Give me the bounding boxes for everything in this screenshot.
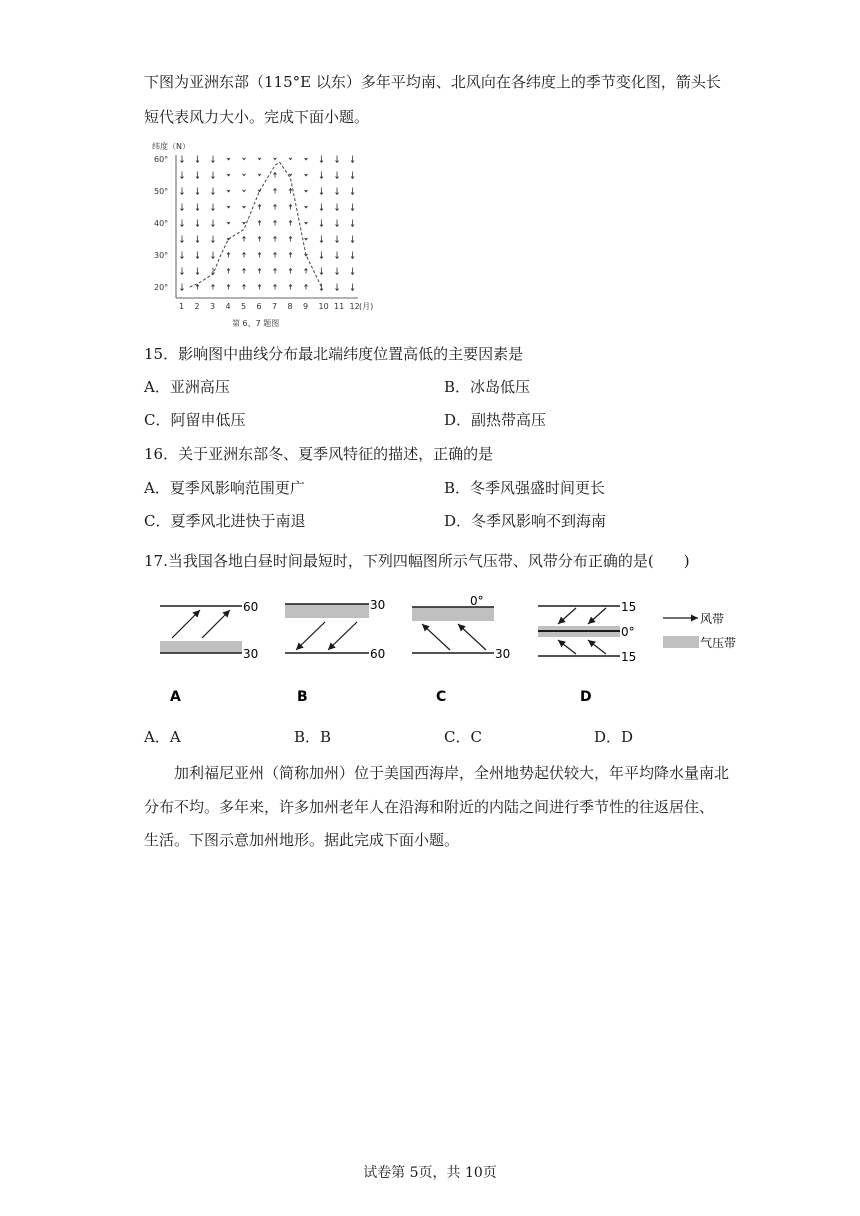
north-wind-arrow [289, 158, 292, 160]
north-wind-arrow [181, 268, 184, 275]
south-wind-arrow [274, 285, 277, 290]
q15-stem: 15．影响图中曲线分布最北端纬度位置高低的主要因素是 [144, 345, 524, 363]
q17-option-b[interactable]: B．B [294, 728, 332, 746]
north-wind-arrow [181, 204, 184, 211]
south-wind-arrow [258, 221, 261, 226]
north-wind-arrow [305, 238, 308, 240]
y-tick-label: 60° [154, 155, 169, 164]
page-footer: 试卷第 5页，共 10页 [363, 1165, 497, 1181]
north-wind-arrow [243, 222, 246, 224]
diagram-a-wind-arrow-2 [202, 610, 230, 638]
q16-option-d[interactable]: D．冬季风影响不到海南 [444, 512, 607, 530]
north-wind-arrow [243, 190, 246, 192]
north-wind-arrow [196, 252, 199, 259]
north-wind-arrow [320, 172, 323, 179]
diagram-d-bottom-label: 15 [621, 650, 637, 664]
intro-line-1: 下图为亚洲东部（115°E 以东）多年平均南、北风向在各纬度上的季节变化图，箭头长 [144, 73, 721, 91]
diagram-a-wind-arrow-1 [172, 610, 200, 638]
south-wind-arrow [274, 269, 277, 274]
north-wind-arrow [336, 284, 339, 291]
north-wind-arrow [181, 252, 184, 259]
north-wind-arrow [305, 158, 308, 160]
north-wind-arrow [320, 204, 323, 211]
x-tick-label: 11 [334, 302, 345, 311]
y-axis-title: 纬度（N） [152, 142, 190, 151]
south-wind-arrow [289, 253, 292, 258]
north-wind-arrow [196, 188, 199, 195]
north-wind-arrow [212, 188, 215, 195]
north-wind-arrow [320, 188, 323, 195]
south-wind-arrow [212, 285, 215, 290]
x-tick-label: 3 [210, 302, 216, 311]
diagram-b-wind-arrow-1 [296, 622, 325, 650]
q16-stem: 16．关于亚洲东部冬、夏季风特征的描述，正确的是 [144, 445, 494, 463]
north-wind-arrow [274, 158, 277, 160]
north-wind-arrow [212, 156, 215, 163]
legend-pressure-swatch [663, 636, 699, 648]
y-tick-label: 40° [154, 219, 169, 228]
q16-option-b[interactable]: B．冬季风强盛时间更长 [444, 479, 606, 497]
north-wind-arrow [336, 268, 339, 275]
north-wind-arrow [351, 204, 354, 211]
north-wind-arrow [336, 220, 339, 227]
north-wind-arrow [196, 220, 199, 227]
q16-option-c[interactable]: C．夏季风北进快于南退 [144, 512, 306, 530]
q17-diagrams [150, 592, 750, 707]
north-wind-arrow [351, 220, 354, 227]
north-wind-arrow [305, 174, 308, 176]
diagram-c-top-label: 0° [470, 594, 484, 608]
north-wind-arrow [243, 206, 246, 208]
northern-limit-curve [190, 162, 322, 287]
diagram-a-pressure-band [160, 641, 242, 653]
north-wind-arrow [320, 156, 323, 163]
north-wind-arrow [243, 158, 246, 160]
north-wind-arrow [336, 156, 339, 163]
north-wind-arrow [181, 172, 184, 179]
q17-stem: 17.当我国各地白昼时间最短时，下列四幅图所示气压带、风带分布正确的是( ) [144, 552, 690, 570]
x-tick-label: 12 [349, 302, 360, 311]
south-wind-arrow [274, 221, 277, 226]
diagram-c-letter: C [436, 689, 447, 705]
x-tick-label: 8 [287, 302, 293, 311]
north-wind-arrow [181, 284, 184, 291]
south-wind-arrow [289, 205, 292, 210]
north-wind-arrow [181, 236, 184, 243]
south-wind-arrow [196, 285, 199, 290]
north-wind-arrow [227, 222, 230, 224]
diagram-c [412, 594, 510, 705]
north-wind-arrow [305, 206, 308, 208]
diagram-d-wind-arrow-3 [558, 640, 576, 654]
north-wind-arrow [320, 220, 323, 227]
south-wind-arrow [274, 189, 277, 194]
north-wind-arrow [351, 188, 354, 195]
south-wind-arrow [227, 285, 230, 290]
diagram-d-mid-label: 0° [621, 625, 635, 639]
diagram-a-letter: A [170, 689, 181, 705]
south-wind-arrow [289, 237, 292, 242]
q15-option-b[interactable]: B．冰岛低压 [444, 378, 531, 396]
passage-line-2: 分布不均。多年来，许多加州老年人在沿海和附近的内陆之间进行季节性的往返居住、 [144, 798, 715, 816]
diagram-a [160, 600, 258, 705]
diagram-d-wind-arrow-1 [558, 608, 576, 624]
south-wind-arrow [258, 205, 261, 210]
south-wind-arrow [258, 253, 261, 258]
diagram-b-top-label: 30 [370, 598, 386, 612]
north-wind-arrow [181, 188, 184, 195]
x-tick-label: 4 [225, 302, 231, 311]
diagram-b [285, 598, 385, 705]
y-tick-label: 20° [154, 283, 169, 292]
diagram-b-bottom-label: 60 [370, 647, 386, 661]
q17-option-c[interactable]: C．C [444, 728, 482, 746]
north-wind-arrow [227, 206, 230, 208]
north-wind-arrow [336, 188, 339, 195]
q15-option-c[interactable]: C．阿留申低压 [144, 411, 246, 429]
north-wind-arrow [351, 236, 354, 243]
north-wind-arrow [320, 252, 323, 259]
x-tick-label: 9 [303, 302, 309, 311]
diagram-b-wind-arrow-2 [328, 622, 357, 650]
wind-latitude-chart [150, 138, 390, 333]
north-wind-arrow [320, 268, 323, 275]
q15-option-d[interactable]: D．副热带高压 [444, 411, 547, 429]
south-wind-arrow [243, 237, 246, 242]
x-tick-label: 5 [241, 302, 247, 311]
south-wind-arrow [305, 269, 308, 274]
south-wind-arrow [274, 237, 277, 242]
south-wind-arrow [274, 253, 277, 258]
north-wind-arrow [227, 190, 230, 192]
north-wind-arrow [227, 174, 230, 176]
diagram-b-pressure-band [285, 604, 369, 618]
figure1-caption: 第 6、7 题图 [232, 319, 280, 328]
x-tick-label: 10 [318, 302, 329, 311]
diagram-c-wind-arrow-2 [458, 624, 486, 650]
q15-option-a[interactable]: A．亚洲高压 [144, 378, 230, 396]
q16-option-a[interactable]: A．夏季风影响范围更广 [144, 479, 305, 497]
x-tick-label: 7 [272, 302, 278, 311]
south-wind-arrow [289, 285, 292, 290]
north-wind-arrow [351, 268, 354, 275]
north-wind-arrow [351, 172, 354, 179]
north-wind-arrow [212, 252, 215, 259]
north-wind-arrow [351, 284, 354, 291]
x-unit-label: (月) [359, 302, 374, 311]
legend-wind-label: 风带 [700, 612, 725, 626]
north-wind-arrow [336, 172, 339, 179]
diagram-d [538, 600, 636, 705]
diagram-d-wind-arrow-4 [588, 640, 606, 654]
intro-line-2: 短代表风力大小。完成下面小题。 [144, 108, 370, 126]
north-wind-arrow [196, 268, 199, 275]
y-tick-label: 30° [154, 251, 169, 260]
south-wind-arrow [289, 269, 292, 274]
south-wind-arrow [227, 269, 230, 274]
north-wind-arrow [289, 174, 292, 176]
south-wind-arrow [274, 205, 277, 210]
north-wind-arrow [181, 220, 184, 227]
north-wind-arrow [351, 156, 354, 163]
north-wind-arrow [243, 174, 246, 176]
north-wind-arrow [181, 156, 184, 163]
south-wind-arrow [274, 173, 277, 178]
south-wind-arrow [258, 269, 261, 274]
north-wind-arrow [196, 172, 199, 179]
x-tick-label: 2 [194, 302, 200, 311]
south-wind-arrow [243, 285, 246, 290]
north-wind-arrow [336, 204, 339, 211]
diagram-c-wind-arrow-1 [422, 624, 450, 650]
south-wind-arrow [258, 285, 261, 290]
passage-line-3: 生活。下图示意加州地形。据此完成下面小题。 [144, 831, 460, 849]
north-wind-arrow [336, 252, 339, 259]
north-wind-arrow [212, 236, 215, 243]
q17-option-d[interactable]: D．D [594, 728, 634, 746]
diagram-d-wind-arrow-2 [588, 608, 606, 624]
north-wind-arrow [212, 204, 215, 211]
legend-pressure-label: 气压带 [700, 636, 737, 650]
north-wind-arrow [196, 236, 199, 243]
north-wind-arrow [196, 204, 199, 211]
north-wind-arrow [227, 158, 230, 160]
north-wind-arrow [305, 222, 308, 224]
diagram-a-bottom-label: 30 [243, 647, 259, 661]
north-wind-arrow [212, 172, 215, 179]
diagram-c-bottom-label: 30 [495, 647, 511, 661]
q17-option-a[interactable]: A．A [144, 728, 181, 746]
south-wind-arrow [227, 253, 230, 258]
south-wind-arrow [305, 285, 308, 290]
q17-legend [663, 611, 736, 650]
x-tick-label: 6 [256, 302, 262, 311]
south-wind-arrow [289, 221, 292, 226]
diagram-c-pressure-band [412, 607, 494, 621]
north-wind-arrow [320, 236, 323, 243]
north-wind-arrow [258, 158, 261, 160]
north-wind-arrow [336, 236, 339, 243]
south-wind-arrow [243, 253, 246, 258]
diagram-d-letter: D [580, 689, 592, 705]
north-wind-arrow [305, 190, 308, 192]
north-wind-arrow [258, 174, 261, 176]
south-wind-arrow [258, 237, 261, 242]
north-wind-arrow [351, 252, 354, 259]
south-wind-arrow [243, 269, 246, 274]
passage-line-1: 加利福尼亚州（简称加州）位于美国西海岸，全州地势起伏较大，年平均降水量南北 [174, 764, 730, 782]
diagram-b-letter: B [297, 689, 308, 705]
x-tick-label: 1 [179, 302, 185, 311]
north-wind-arrow [196, 156, 199, 163]
north-wind-arrow [212, 220, 215, 227]
diagram-d-top-label: 15 [621, 600, 637, 614]
y-tick-label: 50° [154, 187, 169, 196]
south-wind-arrow [289, 189, 292, 194]
diagram-a-top-label: 60 [243, 600, 259, 614]
